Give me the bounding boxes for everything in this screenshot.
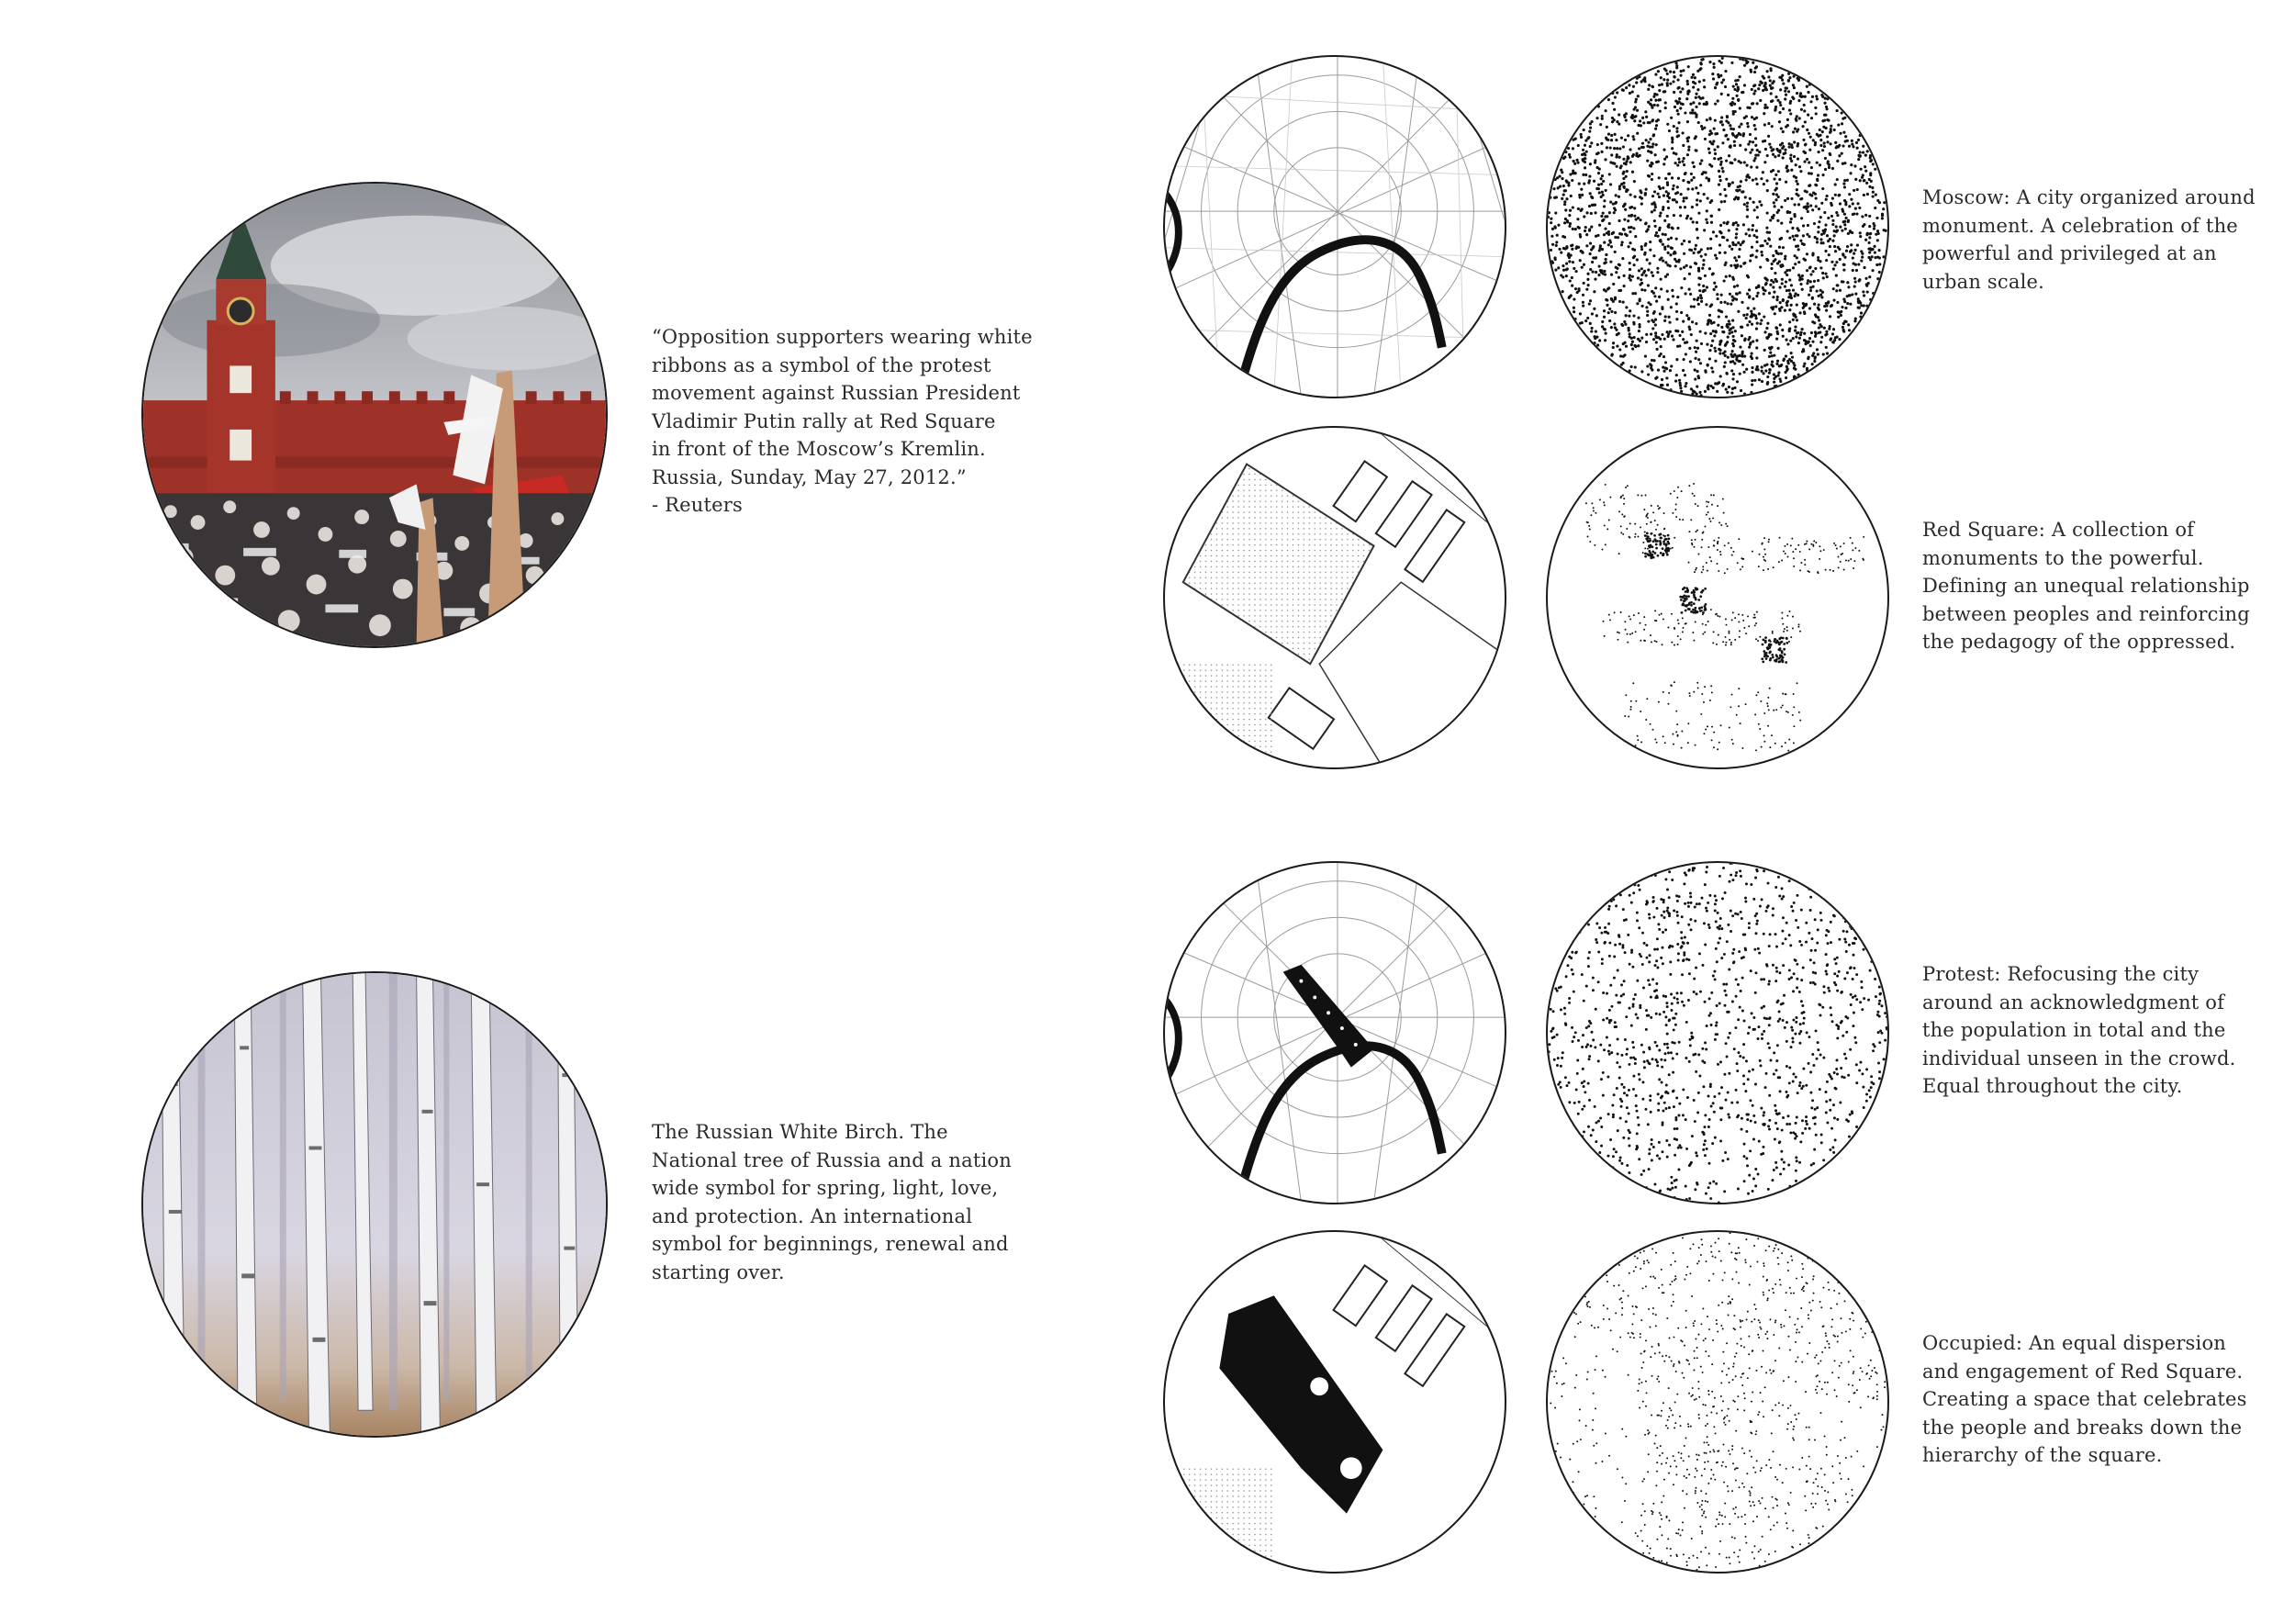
- kremlin-photo: [141, 182, 608, 648]
- occupied-plan: [1163, 1230, 1506, 1574]
- protest-caption: Protest: Refocusing the city around an acknowledgment of the population in total and the individual unseen in the crowd. Equal throughout the city.: [1922, 963, 2236, 1097]
- birch-photo: [141, 971, 608, 1438]
- occupied-dispersion-dots: [1546, 1230, 1889, 1574]
- occupied-caption: Occupied: An equal dispersion and engagement of Red Square. Creating a space that celebrates the people and breaks down the hierarchy of the square.: [1922, 1332, 2247, 1466]
- red-square-monument-dots: [1546, 426, 1889, 769]
- kremlin-caption: “Opposition supporters wearing white ribbons as a symbol of the protest movement against Russian President Vladimir Putin rally at Red Square in front of the Moscow’s Kremlin. Russia, Sunday, May 27, 2012.” - Reuters: [652, 326, 1033, 516]
- birch-caption: The Russian White Birch. The National tree of Russia and a nation wide symbol for spring, light, love, and protection. An international symbol for beginnings, renewal and starting over.: [652, 1121, 1012, 1283]
- red-square-plan: [1163, 426, 1506, 769]
- red-square-caption: Red Square: A collection of monuments to the powerful. Defining an unequal relationship between peoples and reinforcing the pedagogy of the oppressed.: [1922, 519, 2250, 653]
- protest-population-dots: [1546, 861, 1889, 1204]
- moscow-street-map: [1163, 55, 1506, 398]
- moscow-population-dots: [1546, 55, 1889, 398]
- protest-street-map: [1163, 861, 1506, 1204]
- moscow-caption: Moscow: A city organized around monument. A celebration of the powerful and privileged at an urban scale.: [1922, 186, 2256, 293]
